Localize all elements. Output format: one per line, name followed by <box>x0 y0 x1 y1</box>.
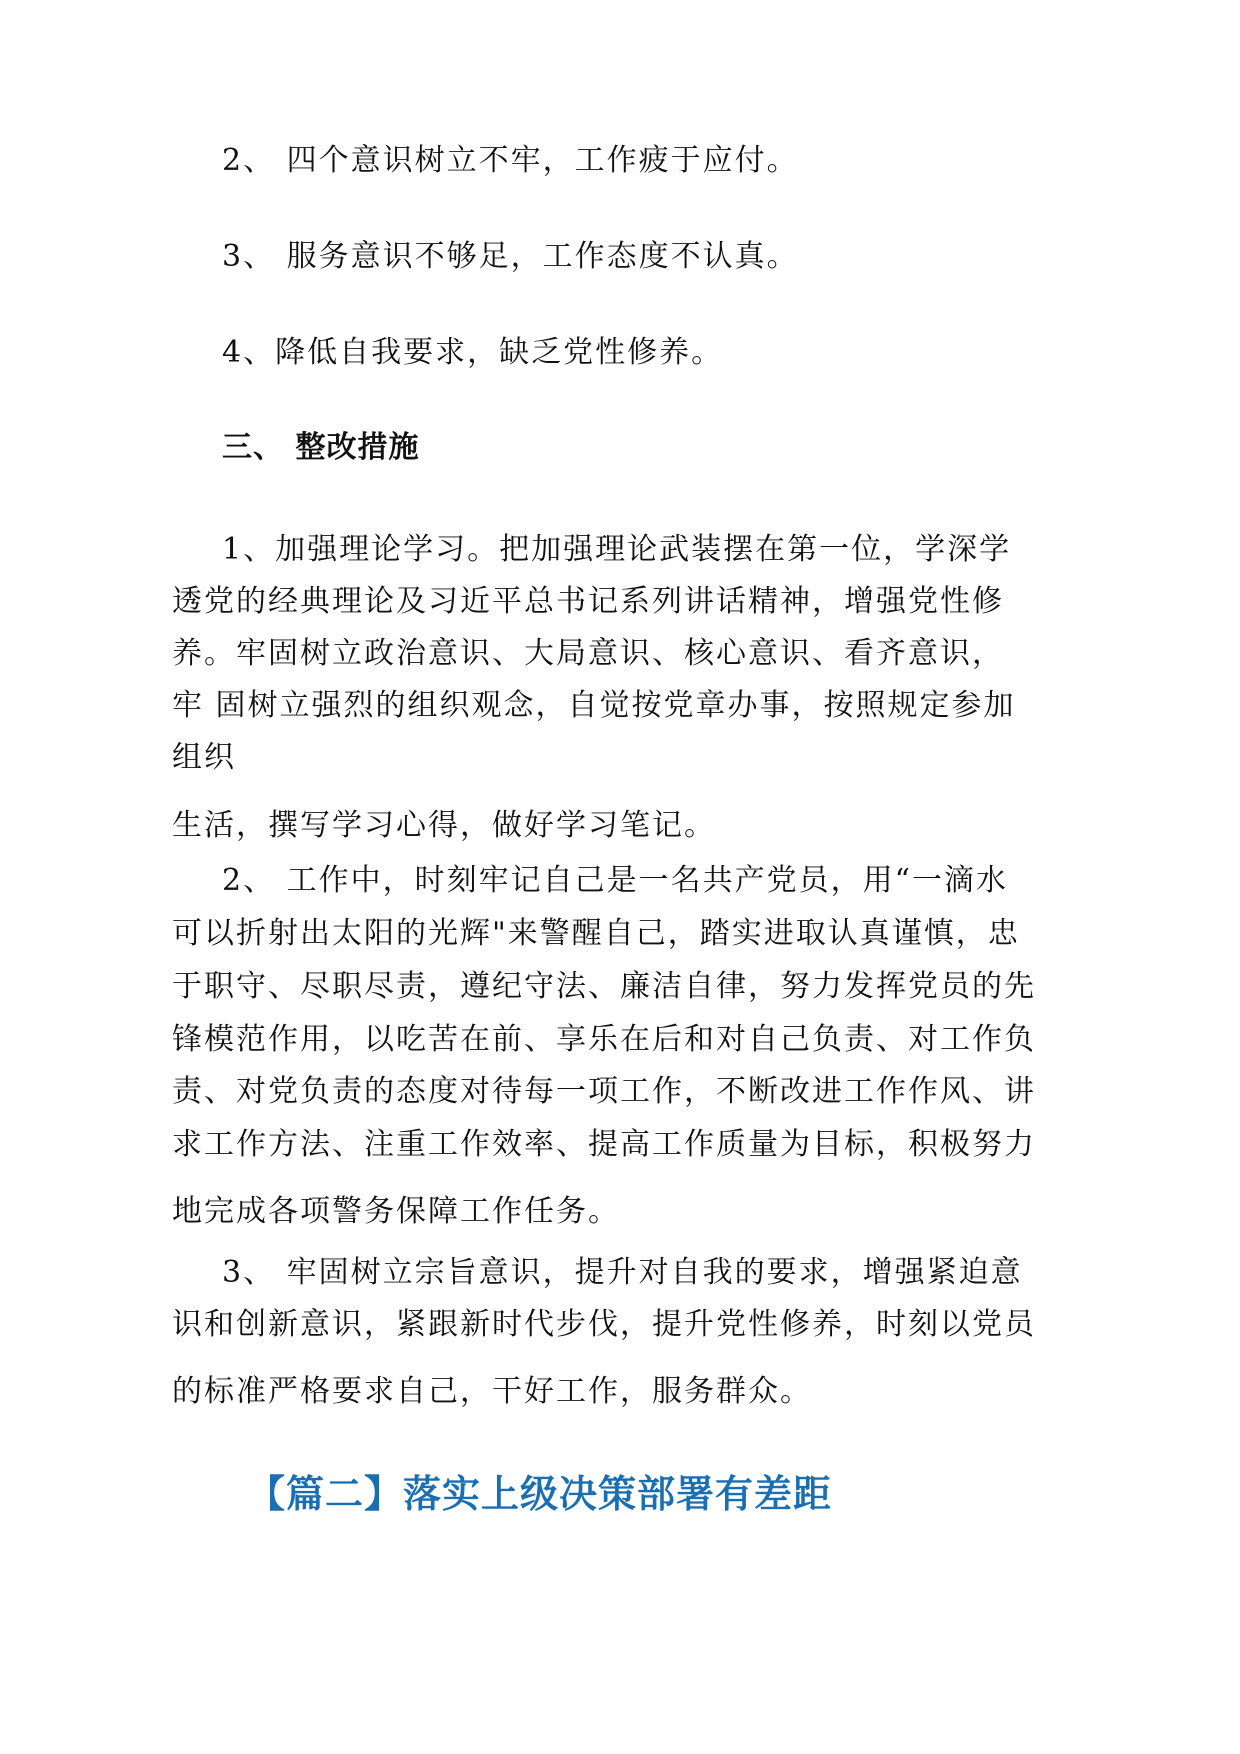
paragraph-line: 可以折射出太阳的光辉"来警醒自己，踏实进取认真谨慎，忠 <box>172 916 1020 951</box>
reason-item: 4、降低自我要求，缺乏党性修养。 <box>222 335 724 370</box>
reason-item: 3、 服务意识不够足，工作态度不认真。 <box>222 239 799 274</box>
paragraph-line: 3、 牢固树立宗旨意识，提升对自我的要求，增强紧迫意 <box>222 1255 1023 1290</box>
reason-item: 2、 四个意识树立不牢，工作疲于应付。 <box>222 143 799 178</box>
paragraph-line: 责、对党负责的态度对待每一项工作，不断改进工作作风、讲 <box>172 1074 1036 1109</box>
paragraph-line: 组织 <box>172 740 236 775</box>
paragraph-line: 地完成各项警务保障工作任务。 <box>172 1194 620 1229</box>
paragraph-line: 识和创新意识，紧跟新时代步伐，提升党性修养，时刻以党员 <box>172 1307 1036 1342</box>
paragraph-line: 养。牢固树立政治意识、大局意识、核心意识、看齐意识， <box>172 636 1004 671</box>
paragraph-line: 求工作方法、注重工作效率、提高工作质量为目标，积极努力 <box>172 1127 1036 1162</box>
paragraph-line: 透党的经典理论及习近平总书记系列讲话精神，增强党性修 <box>172 584 1004 619</box>
paragraph-line: 1、加强理论学习。把加强理论武装摆在第一位，学深学 <box>222 532 1012 567</box>
paragraph-line: 的标准严格要求自己，干好工作，服务群众。 <box>172 1374 812 1409</box>
paragraph-line: 于职守、尽职尽责，遵纪守法、廉洁自律，努力发挥党员的先 <box>172 969 1036 1004</box>
section-heading: 三、 整改措施 <box>222 430 420 465</box>
paragraph-line: 生活，撰写学习心得，做好学习笔记。 <box>172 808 716 843</box>
paragraph-line: 锋模范作用，以吃苦在前、享乐在后和对自己负责、对工作负 <box>172 1022 1036 1057</box>
next-section-title: 【篇二】落实上级决策部署有差距 <box>247 1472 833 1516</box>
paragraph-line: 2、 工作中，时刻牢记自己是一名共产党员，用“一滴水 <box>222 863 1008 898</box>
paragraph-line: 牢 固树立强烈的组织观念，自觉按党章办事，按照规定参加 <box>172 688 1016 723</box>
